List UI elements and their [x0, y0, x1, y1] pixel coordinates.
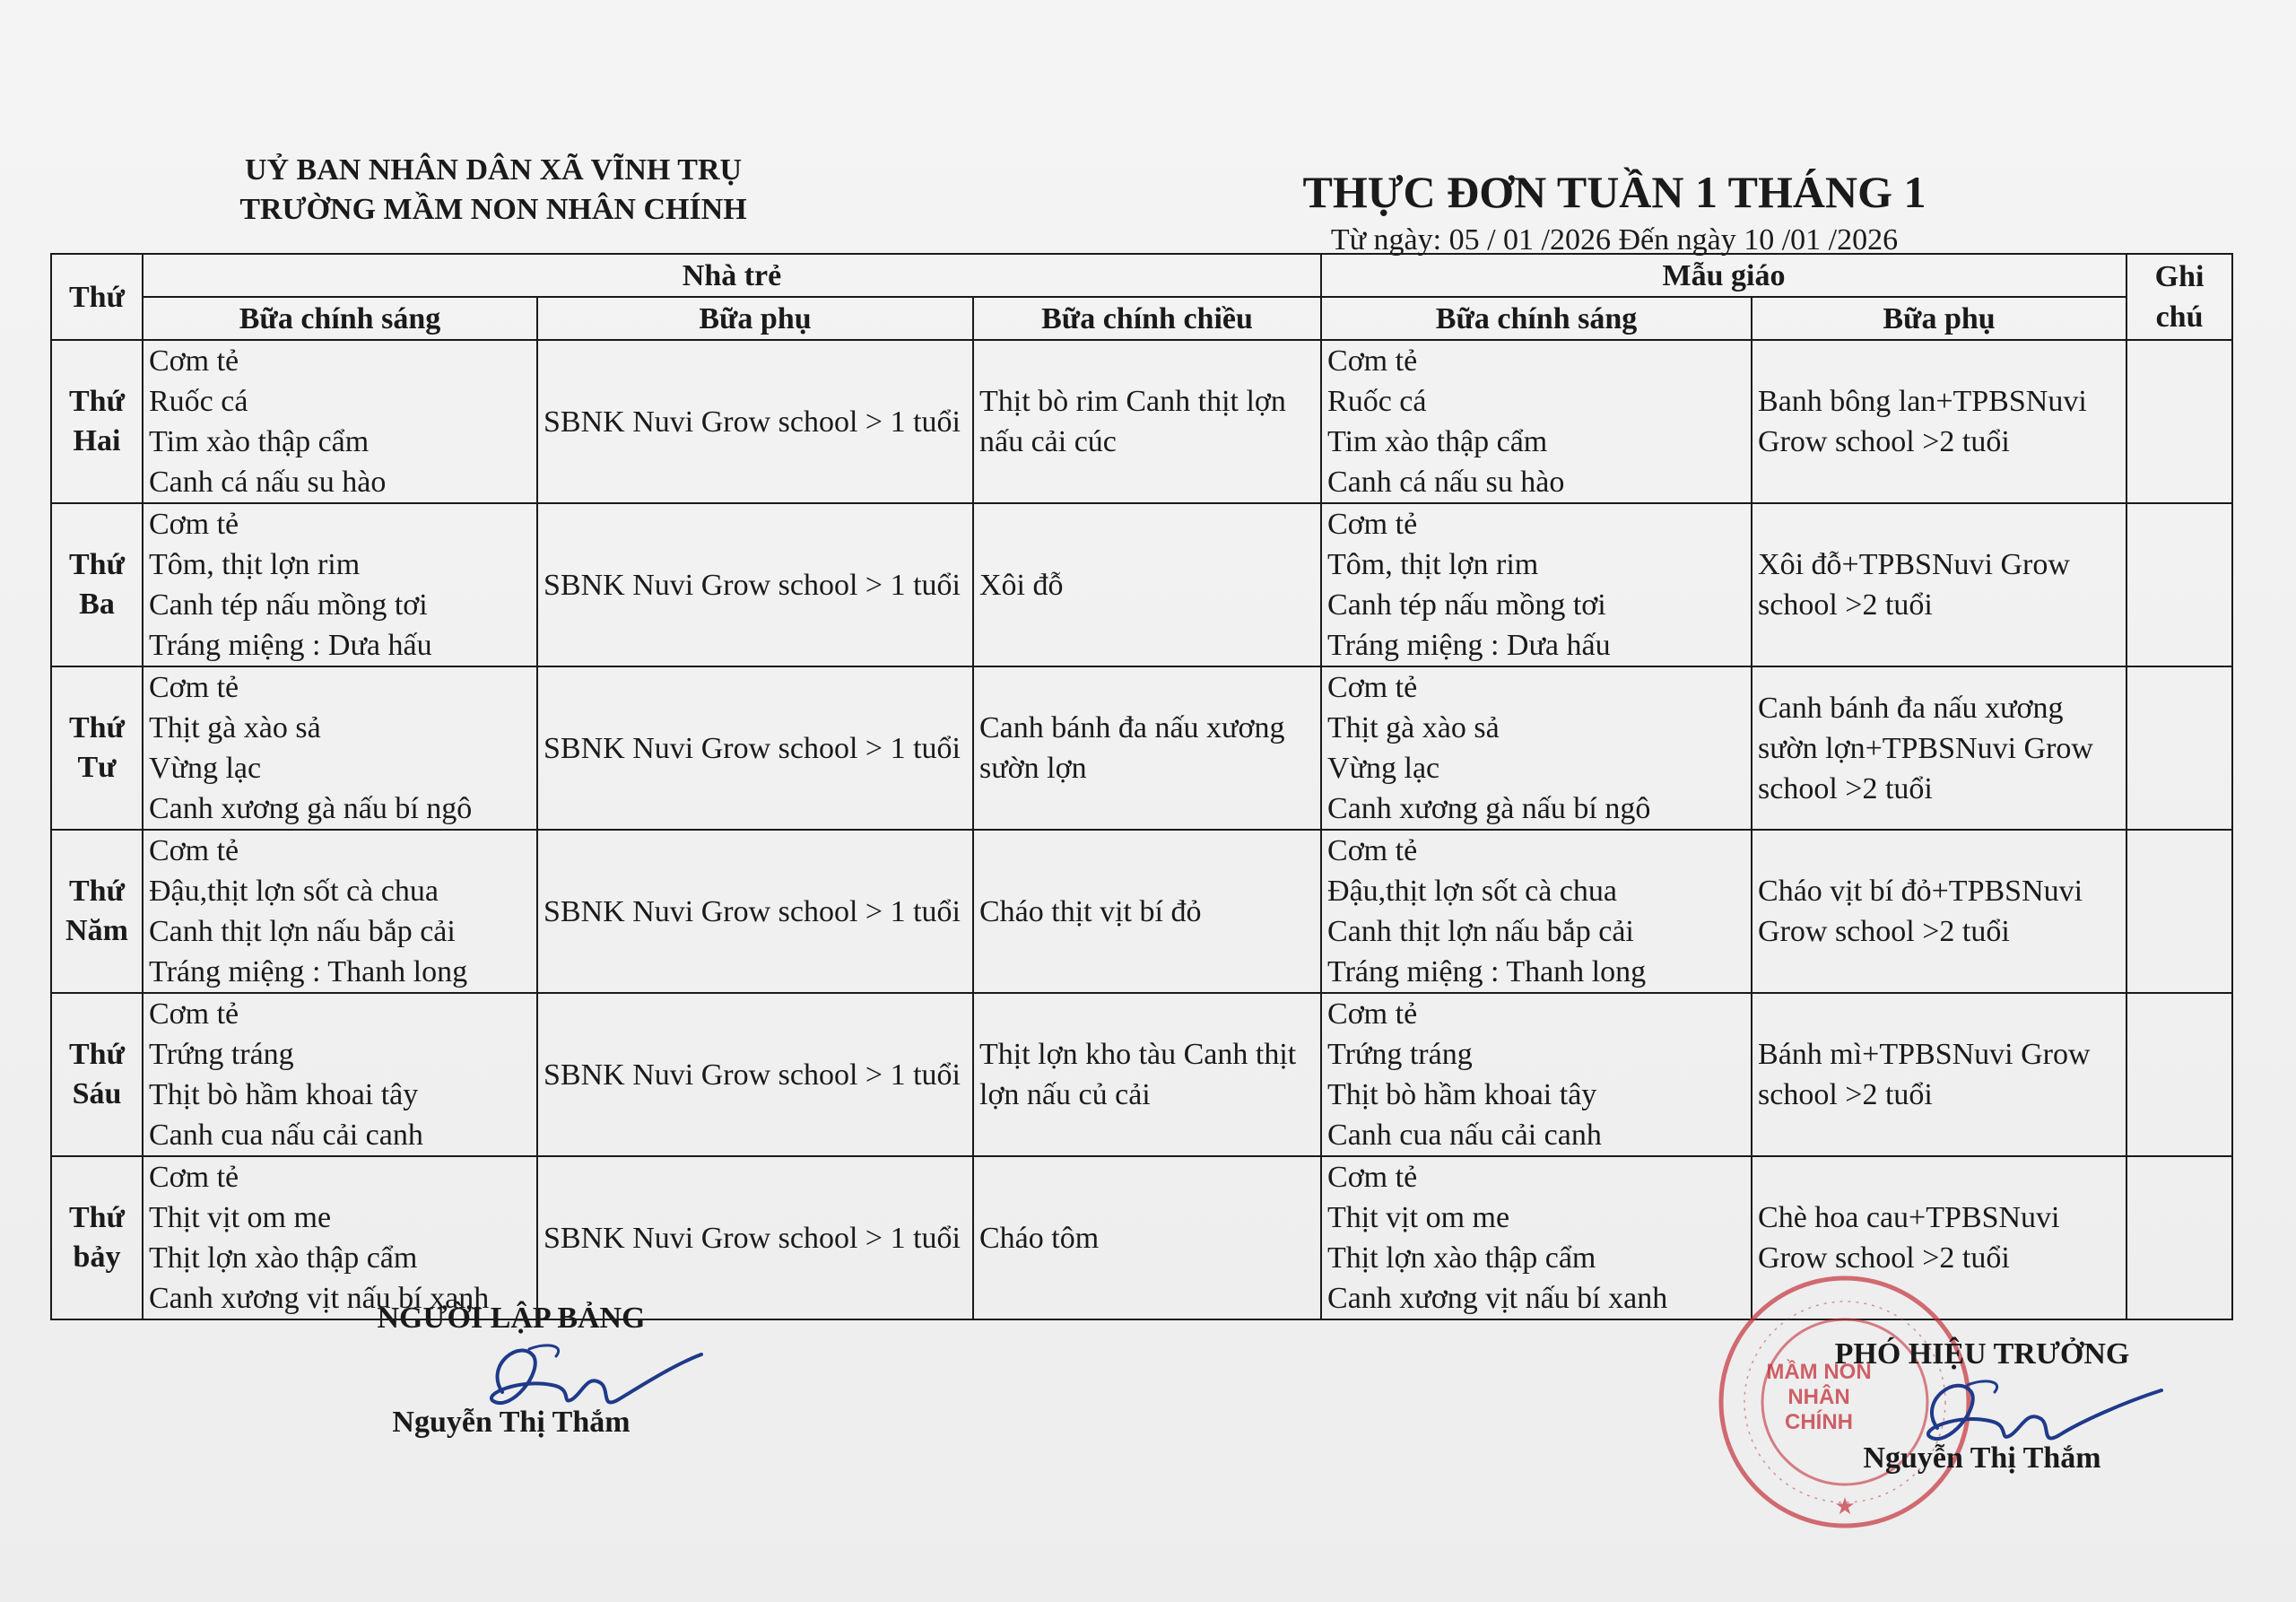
day-label: Thứ	[69, 1201, 125, 1234]
dish: Đậu,thịt lợn sốt cà chua	[149, 875, 439, 908]
day-cell	[51, 830, 143, 993]
header-row-meals	[51, 297, 2232, 340]
kindergarten-morning-cell	[1321, 1156, 1752, 1319]
day-label: Thứ	[69, 875, 125, 908]
dish: Tráng miệng : Dưa hấu	[149, 629, 432, 662]
group-header-nursery: Nhà trẻ	[143, 254, 1321, 297]
dish: Đậu,thịt lợn sốt cà chua	[1327, 875, 1617, 908]
dish: Thịt gà xào sả	[149, 711, 321, 744]
nursery-morning-cell	[143, 503, 537, 666]
svg-text:★: ★	[1834, 1493, 1856, 1519]
dish: Canh thịt lợn nấu bắp cải	[149, 915, 456, 948]
dish: Canh xương vịt nấu bí xanh	[1327, 1282, 1668, 1315]
dish: Cơm tẻ	[1327, 834, 1418, 867]
kindergarten-morning-cell	[1321, 993, 1752, 1156]
dish: Canh xương vịt nấu bí xanh	[149, 1282, 490, 1315]
dish: Cơm tẻ	[149, 671, 239, 704]
kindergarten-morning-cell	[1321, 503, 1752, 666]
dish: Thịt gà xào sả	[1327, 711, 1500, 744]
dish: Cơm tẻ	[1327, 671, 1418, 704]
day-label: Thứ	[69, 711, 125, 744]
nursery-afternoon-cell: Xôi đỗ	[973, 503, 1321, 666]
dish: Vừng lạc	[149, 752, 262, 785]
day-label: Thứ	[69, 1038, 125, 1071]
dish: Cơm tẻ	[1327, 997, 1418, 1031]
dish: Cơm tẻ	[1327, 508, 1418, 541]
preparer-name: Nguyễn Thị Thắm	[392, 1406, 631, 1439]
day-cell	[51, 340, 143, 503]
kindergarten-snack-cell: Canh bánh đa nấu xương sườn lợn+TPBSNuvi Grow school >2 tuổi	[1752, 666, 2126, 830]
dish: Thịt vịt om me	[149, 1201, 332, 1234]
dish: Thịt bò hầm khoai tây	[1327, 1078, 1597, 1111]
table-row	[51, 830, 2232, 993]
day-cell	[51, 1156, 143, 1319]
dish: Canh cua nấu cải canh	[149, 1119, 423, 1152]
note-cell	[2126, 1156, 2232, 1319]
note-cell	[2126, 666, 2232, 830]
nursery-afternoon-cell: Cháo tôm	[973, 1156, 1321, 1319]
nursery-snack-cell: SBNK Nuvi Grow school > 1 tuổi	[537, 340, 973, 503]
dish: Vừng lạc	[1327, 752, 1440, 785]
dish: Cơm tẻ	[1327, 344, 1418, 378]
vice-principal-name: Nguyễn Thị Thắm	[1863, 1441, 2101, 1475]
nursery-snack-cell: SBNK Nuvi Grow school > 1 tuổi	[537, 503, 973, 666]
dish: Tôm, thịt lợn rim	[149, 548, 361, 581]
dish: Tráng miệng : Thanh long	[149, 955, 468, 988]
nursery-morning-cell	[143, 830, 537, 993]
col-header-note: Ghi chú	[2126, 254, 2232, 340]
note-cell	[2126, 993, 2232, 1156]
dish: Cơm tẻ	[149, 834, 239, 867]
vice-principal-signature	[1901, 1363, 2170, 1462]
dish: Thịt lợn xào thập cẩm	[149, 1241, 418, 1275]
day-label: Thứ	[69, 548, 125, 581]
dish: Canh cá nấu su hào	[149, 466, 387, 499]
kindergarten-snack-cell: Banh bông lan+TPBSNuvi Grow school >2 tuổi	[1752, 340, 2126, 503]
col-header-nursery-morning: Bữa chính sáng	[143, 297, 537, 340]
dish: Trứng tráng	[1327, 1038, 1473, 1071]
stamp-label-line: MẦM NON	[1766, 1360, 1872, 1384]
nursery-afternoon-cell: Thịt lợn kho tàu Canh thịt lợn nấu củ cải	[973, 993, 1321, 1156]
title-block	[1256, 163, 1973, 260]
header-row-groups	[51, 254, 2232, 297]
kindergarten-snack-cell: Bánh mì+TPBSNuvi Grow school >2 tuổi	[1752, 993, 2126, 1156]
note-cell	[2126, 340, 2232, 503]
nursery-snack-cell: SBNK Nuvi Grow school > 1 tuổi	[537, 993, 973, 1156]
preparer-role: NGƯỜI LẬP BẢNG	[377, 1302, 646, 1335]
dish: Cơm tẻ	[149, 1161, 239, 1194]
dish: Tráng miệng : Dưa hấu	[1327, 629, 1611, 662]
nursery-snack-cell: SBNK Nuvi Grow school > 1 tuổi	[537, 830, 973, 993]
day-label: Ba	[79, 588, 115, 621]
dish: Canh cá nấu su hào	[1327, 466, 1565, 499]
table-row	[51, 503, 2232, 666]
dish: Canh thịt lợn nấu bắp cải	[1327, 915, 1634, 948]
dish: Cơm tẻ	[149, 344, 239, 378]
day-cell	[51, 993, 143, 1156]
dish: Tim xào thập cẩm	[1327, 425, 1548, 458]
preparer-signature	[466, 1329, 718, 1428]
nursery-snack-cell: SBNK Nuvi Grow school > 1 tuổi	[537, 1156, 973, 1319]
table-row	[51, 993, 2232, 1156]
nursery-morning-cell	[143, 666, 537, 830]
nursery-snack-cell: SBNK Nuvi Grow school > 1 tuổi	[537, 666, 973, 830]
kindergarten-snack-cell: Chè hoa cau+TPBSNuvi Grow school >2 tuổi	[1752, 1156, 2126, 1319]
kindergarten-morning-cell	[1321, 340, 1752, 503]
issuer-block	[179, 151, 807, 230]
col-header-day: Thứ	[51, 254, 143, 340]
dish: Canh xương gà nấu bí ngô	[1327, 792, 1651, 825]
dish: Canh cua nấu cải canh	[1327, 1119, 1602, 1152]
day-label: Thứ	[69, 385, 125, 418]
dish: Tim xào thập cẩm	[149, 425, 370, 458]
day-label: Tư	[77, 751, 117, 784]
note-cell	[2126, 830, 2232, 993]
table-row	[51, 340, 2232, 503]
note-cell	[2126, 503, 2232, 666]
dish: Canh xương gà nấu bí ngô	[149, 792, 473, 825]
dish: Cơm tẻ	[149, 508, 239, 541]
day-cell	[51, 666, 143, 830]
nursery-afternoon-cell: Canh bánh đa nấu xương sườn lợn	[973, 666, 1321, 830]
group-header-kindergarten: Mẫu giáo	[1321, 254, 2126, 297]
stamp-label-line: NHÂN CHÍNH	[1785, 1385, 1853, 1434]
vice-principal-role: PHÓ HIỆU TRƯỞNG	[1834, 1337, 2130, 1371]
dish: Tôm, thịt lợn rim	[1327, 548, 1539, 581]
issuer-authority: UỶ BAN NHÂN DÂN XÃ VĨNH TRỤ	[244, 153, 743, 187]
day-label: Hai	[73, 424, 121, 457]
dish: Canh tép nấu mồng tơi	[149, 588, 428, 622]
date-range: Từ ngày: 05 / 01 /2026 Đến ngày 10 /01 /2026	[1330, 223, 1899, 257]
dish: Tráng miệng : Thanh long	[1327, 955, 1647, 988]
day-label: Năm	[65, 914, 128, 947]
issuer-school: TRƯỜNG MẦM NON NHÂN CHÍNH	[239, 193, 747, 226]
day-label: Sáu	[72, 1077, 122, 1110]
nursery-afternoon-cell: Cháo thịt vịt bí đỏ	[973, 830, 1321, 993]
dish: Ruốc cá	[149, 385, 248, 418]
col-header-nursery-afternoon: Bữa chính chiều	[973, 297, 1321, 340]
col-header-kindergarten-morning: Bữa chính sáng	[1321, 297, 1752, 340]
kindergarten-snack-cell: Xôi đỗ+TPBSNuvi Grow school >2 tuổi	[1752, 503, 2126, 666]
kindergarten-morning-cell	[1321, 666, 1752, 830]
table-row	[51, 666, 2232, 830]
kindergarten-snack-cell: Cháo vịt bí đỏ+TPBSNuvi Grow school >2 tuổi	[1752, 830, 2126, 993]
dish: Cơm tẻ	[1327, 1161, 1418, 1194]
dish: Canh tép nấu mồng tơi	[1327, 588, 1606, 622]
dish: Thịt lợn xào thập cẩm	[1327, 1241, 1596, 1275]
dish: Ruốc cá	[1327, 385, 1427, 418]
dish: Cơm tẻ	[149, 997, 239, 1031]
dish: Thịt bò hầm khoai tây	[149, 1078, 419, 1111]
dish: Thịt vịt om me	[1327, 1201, 1510, 1234]
nursery-afternoon-cell: Thịt bò rim Canh thịt lợn nấu cải cúc	[973, 340, 1321, 503]
weekly-menu-table	[50, 253, 2233, 1320]
day-label: bảy	[73, 1241, 121, 1274]
day-cell	[51, 503, 143, 666]
dish: Trứng tráng	[149, 1038, 294, 1071]
document-title: THỰC ĐƠN TUẦN 1 THÁNG 1	[1302, 167, 1926, 217]
col-header-kindergarten-snack: Bữa phụ	[1752, 297, 2126, 340]
kindergarten-morning-cell	[1321, 830, 1752, 993]
nursery-morning-cell	[143, 1156, 537, 1319]
nursery-morning-cell	[143, 993, 537, 1156]
col-header-nursery-snack: Bữa phụ	[537, 297, 973, 340]
nursery-morning-cell	[143, 340, 537, 503]
